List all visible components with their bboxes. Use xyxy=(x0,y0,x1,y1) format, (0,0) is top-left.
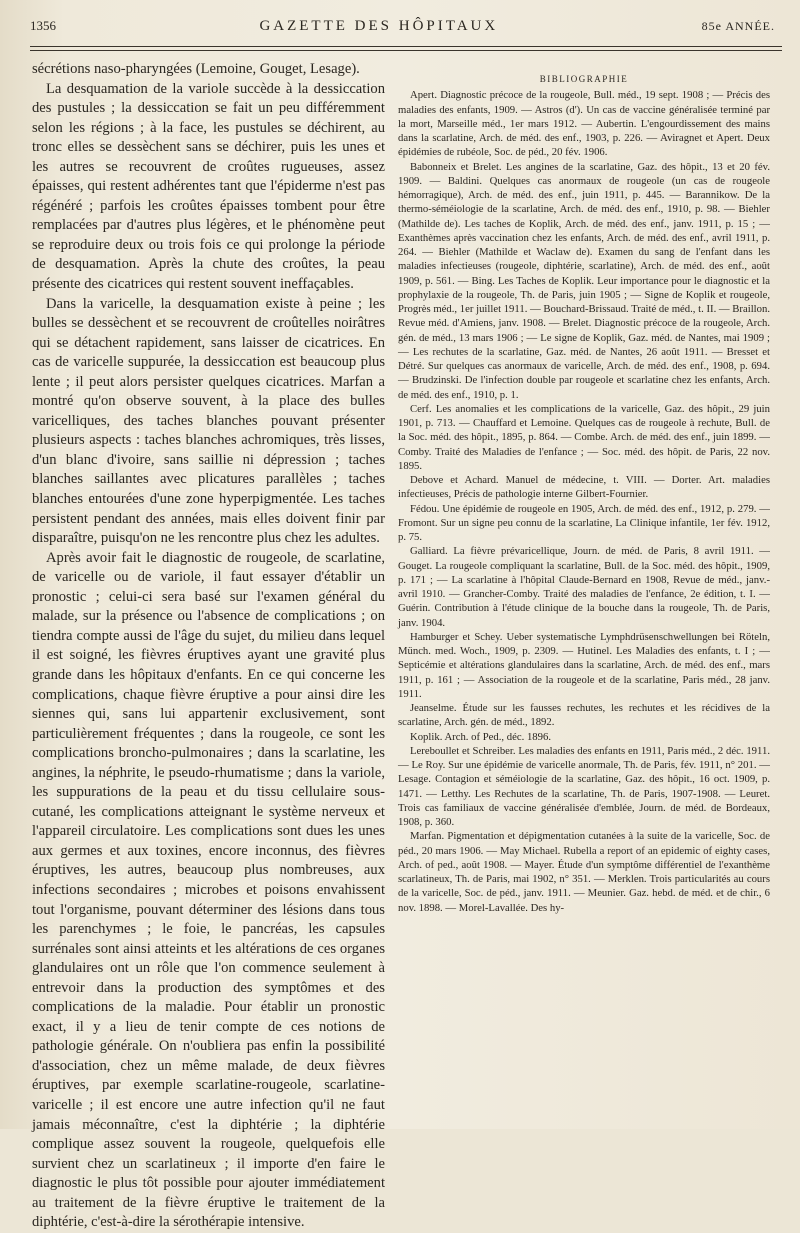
journal-title: GAZETTE DES HÔPITAUX xyxy=(259,18,499,34)
bibliography-entry: Jeanselme. Étude sur les fausses rechutes, les rechutes et les récidives de la scarlatine, Arch. gén. de méd., 1892. xyxy=(398,702,770,729)
bibliography-entry: Fédou. Une épidémie de rougeole en 1905, Arch. de méd. des enf., 1912, p. 279. — Fromont. Sur un signe peu connu de la scarlatine, La Clinique infantile, 1er fév. 1912, p. 75. xyxy=(398,502,770,543)
section-heading: BIBLIOGRAPHIE xyxy=(539,74,629,84)
bibliography-entry: Galliard. La fièvre prévaricellique, Journ. de méd. de Paris, 8 avril 1911. — Gouget. La rougeole compliquant la scarlatine, Bull. de la Soc. méd. des hôpit., 1909, p. 171 ; — La scarlatine à l'hôpital Claude-Bernard en 1908, Revue de méd., janv.-avril 1910. — Grancher-Comby. Traité des maladies de l'enfance, 2e édition, t. I. — Guérin. Contribution à l'étude clinique de la bouche dans la rougeole, Th. de Paris, janv. 1904. xyxy=(398,545,770,629)
header-rule-thick xyxy=(30,46,782,47)
bibliography-entry: Debove et Achard. Manuel de médecine, t. VIII. — Dorter. Art. maladies infectieuses, Précis de pathologie interne Gilbert-Fournier. xyxy=(398,474,770,501)
bibliography-entry: Hamburger et Schey. Ueber systematische Lymphdrüsenschwellungen bei Röteln, Münch. med. Woch., 1909, p. 2309. — Hutinel. Les Maladies des enfants, t. I ; — Septicémie et altérations glandulaires dans la scarlatine, Arch. de méd. des enf., mars 1911, p. 161 ; — Association de la rougeole et de la scarlatine, Paris méd., 28 janv. 1911. xyxy=(398,630,770,700)
paragraph: sécrétions naso-pharyngées (Lemoine, Gouget, Lesage). xyxy=(32,61,360,77)
bibliography-entry: Apert. Diagnostic précoce de la rougeole, Bull. méd., 19 sept. 1908 ; — Précis des maladies des enfants, 1909. — Astros (d'). Un cas de vaccine généralisée terminé par la mort, Marseille méd., 1er mars 1912. — Aubertin. L'engourdissement des mains dans la scarlatine, Arch. de méd. des enf., 1903, p. 226. — Aviragnet et Apert. Deux épidémies de rubéole, Soc. de péd., 20 fév. 1906. xyxy=(398,89,770,159)
bibliography-entry: Lereboullet et Schreiber. Les maladies des enfants en 1911, Paris méd., 2 déc. 1911. — Le Roy. Sur une épidémie de varicelle anormale, Th. de Paris, fév. 1911, n° 201. — Lesage. Contagion et séméiologie de la scarlatine, Gaz. des hôpit., 16 oct. 1909, p. 1471. — Letthy. Les Rechutes de la scarlatine, Th. de Paris, 1907-1908. — Leuret. Trois cas familiaux de vaccine généralisée d'emblée, Journ. de méd. de Bordeaux, 1908, p. 360. xyxy=(398,744,770,828)
right-column xyxy=(398,60,770,1100)
page-number: 1356 xyxy=(30,18,56,33)
paragraph: Dans la varicelle, la desquamation existe à peine ; les bulles se dessèchent et se recouvrent de croûtelles noirâtres qui se détachent rapidement, sans laisser de cicatrices. En cas de varicelle suppurée, la dessiccation est beaucoup plus lente ; il peut alors persister quelques cicatrices. Marfan a montré qu'on observe souvent, à la place des bulles varicelliques, des taches blanches pouvant présenter plusieurs aspects : taches blanches achromiques, très lisses, d'un blanc d'ivoire, sans saillie ni dépression ; taches blanches saillantes avec plicatures parallèles ; taches blanches entourées d'une zone hyperpigmentée. Les taches persistent pendant des années, mais elles doivent finir par disparaître, puisqu'on ne les rencontre plus chez les adultes. xyxy=(32,295,385,547)
header-rule-thin xyxy=(30,50,782,51)
bibliography-entry: Koplik. Arch. of Ped., déc. 1896. xyxy=(410,730,551,743)
volume-year: 85e ANNÉE. xyxy=(701,19,775,33)
bibliography-entry: Marfan. Pigmentation et dépigmentation cutanées à la suite de la varicelle, Soc. de péd., 20 mars 1906. — May Michael. Rubella a report of an epidemic of eighty cases, Arch. of ped., août 1908. — Mayer. Étude d'un symptôme différentiel de l'exanthème scarlatineux, Th. de Paris, mai 1902, n° 351. — Merklen. Trois particularités au cours de la varicelle, Soc. de péd., janv. 1911. — Meunier. Gaz. hebd. de méd. et de chir., 6 nov. 1898. — Morel-Lavallée. Des hy- xyxy=(398,830,770,914)
paragraph: La desquamation de la variole succède à la dessiccation des pustules ; la dessiccation se fait un peu différemment selon les régions ; à la face, les pustules se déchirent, au tronc elles se dessèchent sans se déchirer, puis les unes et les autres se recouvrent de croûtes rugueuses, assez épaisses, qui restent adhérentes tant que l'épiderme n'est pas régénéré ; parfois les croûtes épaisses tombent pour être remplacées par d'autres plus légères, et le phénomène peut se reproduire deux ou trois fois ce qui prolonge la période de desquamation. Après la chute des croûtes, la peau présente des cicatrices qui restent souvent ineffaçables. xyxy=(32,80,385,293)
left-column xyxy=(32,60,385,1231)
bibliography-entry: Babonneix et Brelet. Les angines de la scarlatine, Gaz. des hôpit., 13 et 20 fév. 1909. — Baldini. Quelques cas anormaux de rougeole (un cas de rougeole hémorragique), Arch. de méd. des enf., juin 1911, p. 445. — Barannikow. De la thermo-séméiologie de la scarlatine, Arch. de méd. des enf., 1910, p. 98. — Biehler (Mathilde de). Les taches de Koplik, Arch. de méd. des enf., janv. 1911, p. 15 ; — Exanthèmes après vaccination chez les enfants, Arch. de méd. des enf., avril 1911, p. 264. — Biehler (Mathilde et Waclaw de). Examen du sang de l'enfant dans les maladies infectieuses (rougeole, diphtérie, scarlatine), Arch. de méd. des enf., août 1909, p. 561. — Bing. Les Taches de Koplik. Leur importance pour le diagnostic et la prophylaxie de la rougeole, Th. de Paris, juin 1905 ; — Signe de Koplik et rougeole, Progrès méd., 1er juillet 1911. — Bouchard-Brissaud. Traité de méd., t. II. — Braillon. Revue méd. d'Amiens, janv. 1908. — Brelet. Diagnostic précoce de la rougeole, Arch. gén. de méd., 13 mars 1906 ; — Le signe de Koplik, Gaz. méd. de Nantes, mai 1909 ; — Les rechutes de la scarlatine, Gaz. méd. de Nantes, 26 août 1911. — Bresset et Détré. Sur quelques cas anormaux de varicelle, Arch. de méd. des enf., 1908, p. 694. — Brudzinski. De l'infection double par rougeole et scarlatine chez les enfants, Arch. de méd. des enf., 1910, p. 1. xyxy=(398,160,770,401)
paragraph: Après avoir fait le diagnostic de rougeole, de scarlatine, de varicelle ou de variole, il faut essayer d'établir un pronostic ; celui-ci sera basé sur l'examen général du malade, sur la présence ou l'absence de complications ; on tiendra compte aussi de l'âge du sujet, du milieu dans lequel il est soigné, les fièvres éruptives ayant une gravité plus grande dans les hôpitaux d'enfants. En ce qui concerne les complications, chaque fièvre éruptive a pour ainsi dire les siennes qui, sans lui appartenir exclusivement, sont particulièrement fréquentes ; dans la rougeole, ce sont les complications broncho-pulmonaires ; dans la scarlatine, les angines, la néphrite, le pseudo-rhumatisme ; dans la variole, les suppurations de la peau et du tissu cellulaire sous-cutané, les complications atteignant le système nerveux et l'appareil circulatoire. Les complications sont dues les unes aux germes et aux toxines, encore inconnus, des fièvres éruptives, les autres, beaucoup plus nombreuses, aux infections secondaires ; microbes et poisons envahissent tout l'organisme, pouvant déterminer des lésions dans tous les parenchymes ; le foie, le pancréas, les capsules surrénales sont ainsi atteints et les altérations de ces organes glandulaires ont un rôle que l'on commence seulement à entrevoir dans la production des symptômes et des complications de la maladie. Pour établir un pronostic exact, il y a lieu de tenir compte de ces notions de pathologie générale. On n'oubliera pas enfin la possibilité d'association, chez un même malade, de deux fièvres éruptives, par exemple scarlatine-rougeole, scarlatine-varicelle ; il est encore une autre infection qu'il ne faut jamais méconnaître, c'est la diphtérie ; la diphtérie complique assez souvent la rougeole, quelquefois elle survient chez un scarlatineux ; il importe d'en faire le diagnostic le plus tôt possible pour ajouter immédiatement au traitement de la fièvre éruptive le traitement de la diphtérie, c'est-à-dire la sérothérapie intensive. xyxy=(32,549,385,1231)
bibliography-entry: Cerf. Les anomalies et les complications de la varicelle, Gaz. des hôpit., 29 juin 1901, p. 713. — Chauffard et Lemoine. Quelques cas de rougeole à rechute, Bull. de la Soc. méd. des hôpit., 1895, p. 864. — Combe. Arch. de méd. des enf., juin 1899. — Comby. Traité des Maladies de l'enfance ; — Soc. méd. des hôpit. de Paris, 22 nov. 1895. xyxy=(398,402,770,472)
page-header xyxy=(30,18,775,42)
